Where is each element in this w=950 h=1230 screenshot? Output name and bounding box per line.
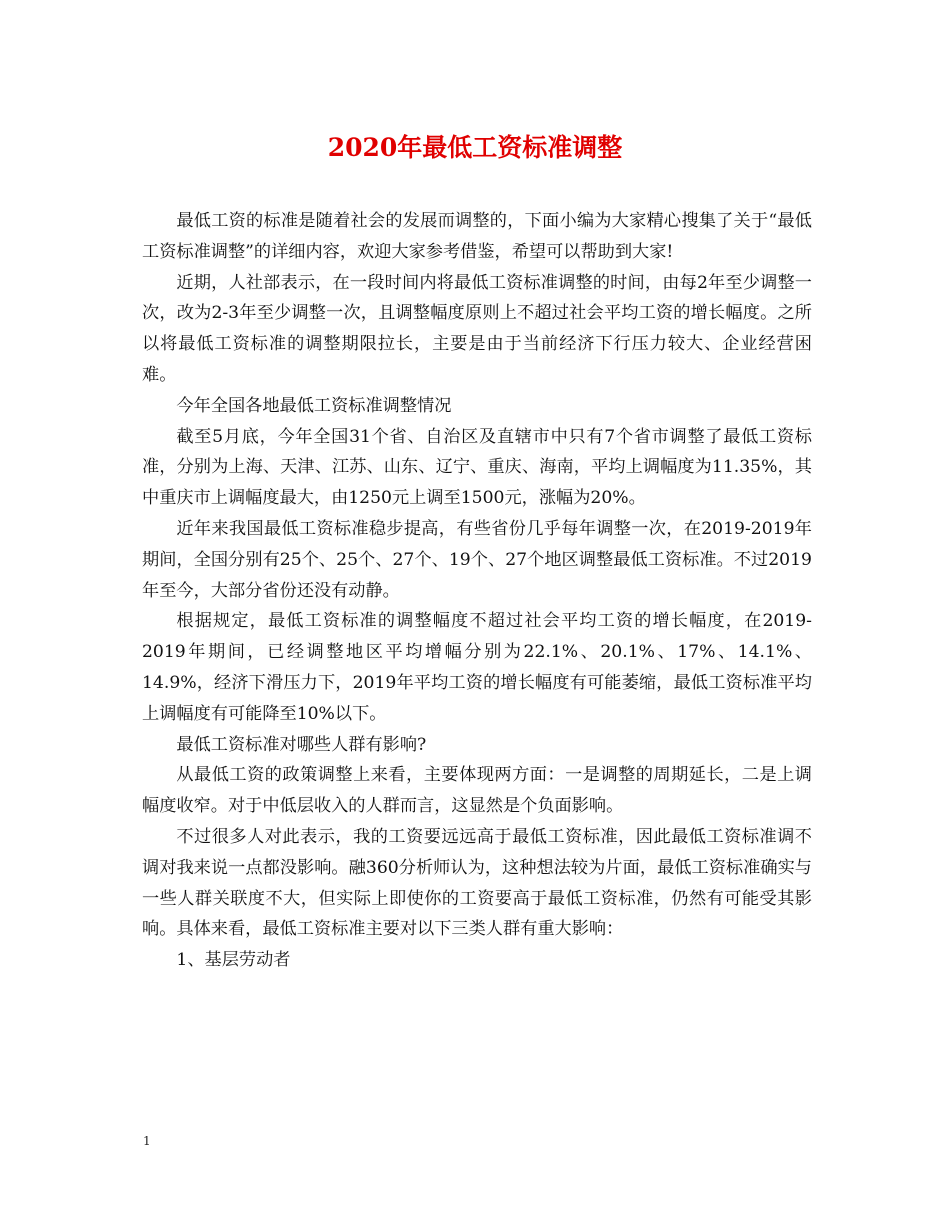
page-number: 1 — [143, 1134, 151, 1148]
paragraph-analyst-view: 不过很多人对此表示，我的工资要远远高于最低工资标准，因此最低工资标准调不调对我来说一点都没影响。融360分析师认为，这种想法较为片面，最低工资标准确实与一些人群关联度不大，但实际上即使你的工资要高于最低工资标准，仍然有可能受其影响。具体来看，最低工资标准主要对以下三类人群有重大影响： — [142, 826, 812, 940]
document-title: 2020年最低工资标准调整 — [327, 133, 623, 162]
paragraph-heading-adjustments: 今年全国各地最低工资标准调整情况 — [176, 395, 452, 416]
paragraph-intro: 最低工资的标准是随着社会的发展而调整的，下面小编为大家精心搜集了关于“最低工资标准调整”的详细内容，欢迎大家参考借鉴，希望可以帮助到大家! — [142, 211, 812, 262]
document-body — [142, 206, 812, 976]
paragraph-recent-policy: 近期，人社部表示，在一段时间内将最低工资标准调整的时间，由每2年至少调整一次，改为2-3年至少调整一次，且调整幅度原则上不超过社会平均工资的增长幅度。之所以将最低工资标准的调整期限拉长，主要是由于当前经济下行压力较大、企业经营困难。 — [142, 272, 812, 385]
paragraph-regulation: 根据规定，最低工资标准的调整幅度不超过社会平均工资的增长幅度，在2019-2019年期间，已经调整地区平均增幅分别为22.1%、20.1%、17%、14.1%、14.9%，经济下滑压力下，2019年平均工资的增长幅度有可能萎缩，最低工资标准平均上调幅度有可能降至10%以下。 — [142, 611, 812, 724]
paragraph-policy-view: 从最低工资的政策调整上来看，主要体现两方面：一是调整的周期延长，二是上调幅度收窄。对于中低层收入的人群而言，这显然是个负面影响。 — [142, 765, 812, 817]
paragraph-list-item-1: 1、基层劳动者 — [176, 950, 291, 971]
paragraph-may-statistics: 截至5月底，今年全国31个省、自治区及直辖市中只有7个省市调整了最低工资标准，分别为上海、天津、江苏、山东、辽宁、重庆、海南，平均上调幅度为11.35%，其中重庆市上调幅度最大，由1250元上调至1500元，涨幅为20%。 — [142, 426, 812, 509]
paragraph-heading-affected: 最低工资标准对哪些人群有影响? — [176, 734, 427, 755]
paragraph-recent-years: 近年来我国最低工资标准稳步提高，有些省份几乎每年调整一次，在2019-2019年期间，全国分别有25个、25个、27个、19个、27个地区调整最低工资标准。不过2019年至今，大部分省份还没有动静。 — [142, 518, 812, 601]
